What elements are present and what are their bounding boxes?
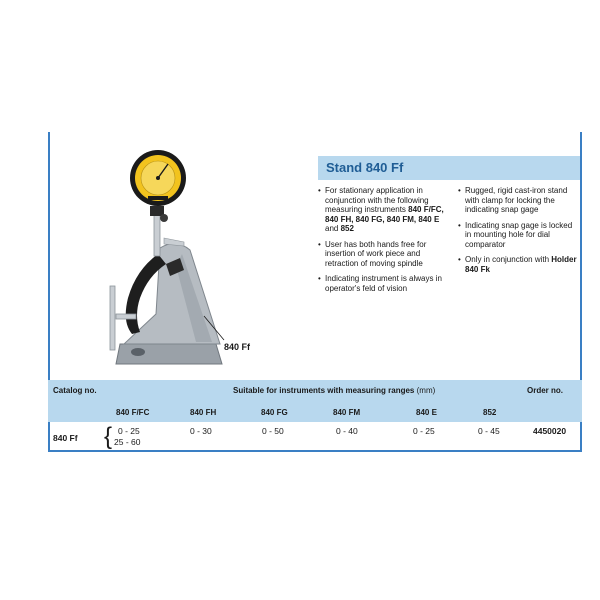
product-title: Stand 840 Ff — [326, 160, 404, 175]
feature-list-right — [458, 186, 578, 280]
feature-item: • For stationary application in conjunction with the following measuring instruments 840 F/FC, 840 FH, 840 FG, 840 FM, 840 E and 852 — [318, 186, 450, 234]
range-value: 25 - 60 — [114, 437, 141, 447]
instrument-header: 840 E — [416, 408, 437, 417]
title-bar — [318, 156, 580, 180]
range-value: 0 - 25 — [118, 426, 140, 436]
instrument-header: 840 FG — [261, 408, 288, 417]
instrument-header: 852 — [483, 408, 497, 417]
instrument-header: 840 F/FC — [116, 408, 150, 417]
feature-item: • User has both hands free for insertion of work piece and retraction of moving spindle — [318, 240, 450, 269]
order-header: Order no. — [527, 386, 564, 395]
order-no: 4450020 — [533, 426, 567, 436]
feature-item: • Indicating instrument is always in operator's feld of vision — [318, 274, 450, 293]
ranges-header: Suitable for instruments with measuring ranges (mm) — [233, 386, 436, 395]
range-brace: { — [104, 423, 113, 450]
feature-item: • Indicating snap gage is locked in mounting hole for dial comparator — [458, 221, 578, 250]
range-value: 0 - 40 — [336, 426, 358, 436]
range-value: 0 - 45 — [478, 426, 500, 436]
callout-label: 840 Ff — [224, 342, 251, 352]
instrument-header: 840 FH — [190, 408, 217, 417]
row-catalog-no: 840 Ff — [53, 433, 78, 443]
range-value: 0 - 25 — [413, 426, 435, 436]
range-value: 0 - 30 — [190, 426, 212, 436]
range-value: 0 - 50 — [262, 426, 284, 436]
feature-item: • Only in conjunction with Holder 840 Fk — [458, 255, 578, 274]
feature-item: • Rugged, rigid cast-iron stand with clamp for locking the indicating snap gage — [458, 186, 578, 215]
instrument-header: 840 FM — [333, 408, 361, 417]
feature-list-left — [318, 186, 450, 299]
catalog-header: Catalog no. — [53, 386, 97, 395]
